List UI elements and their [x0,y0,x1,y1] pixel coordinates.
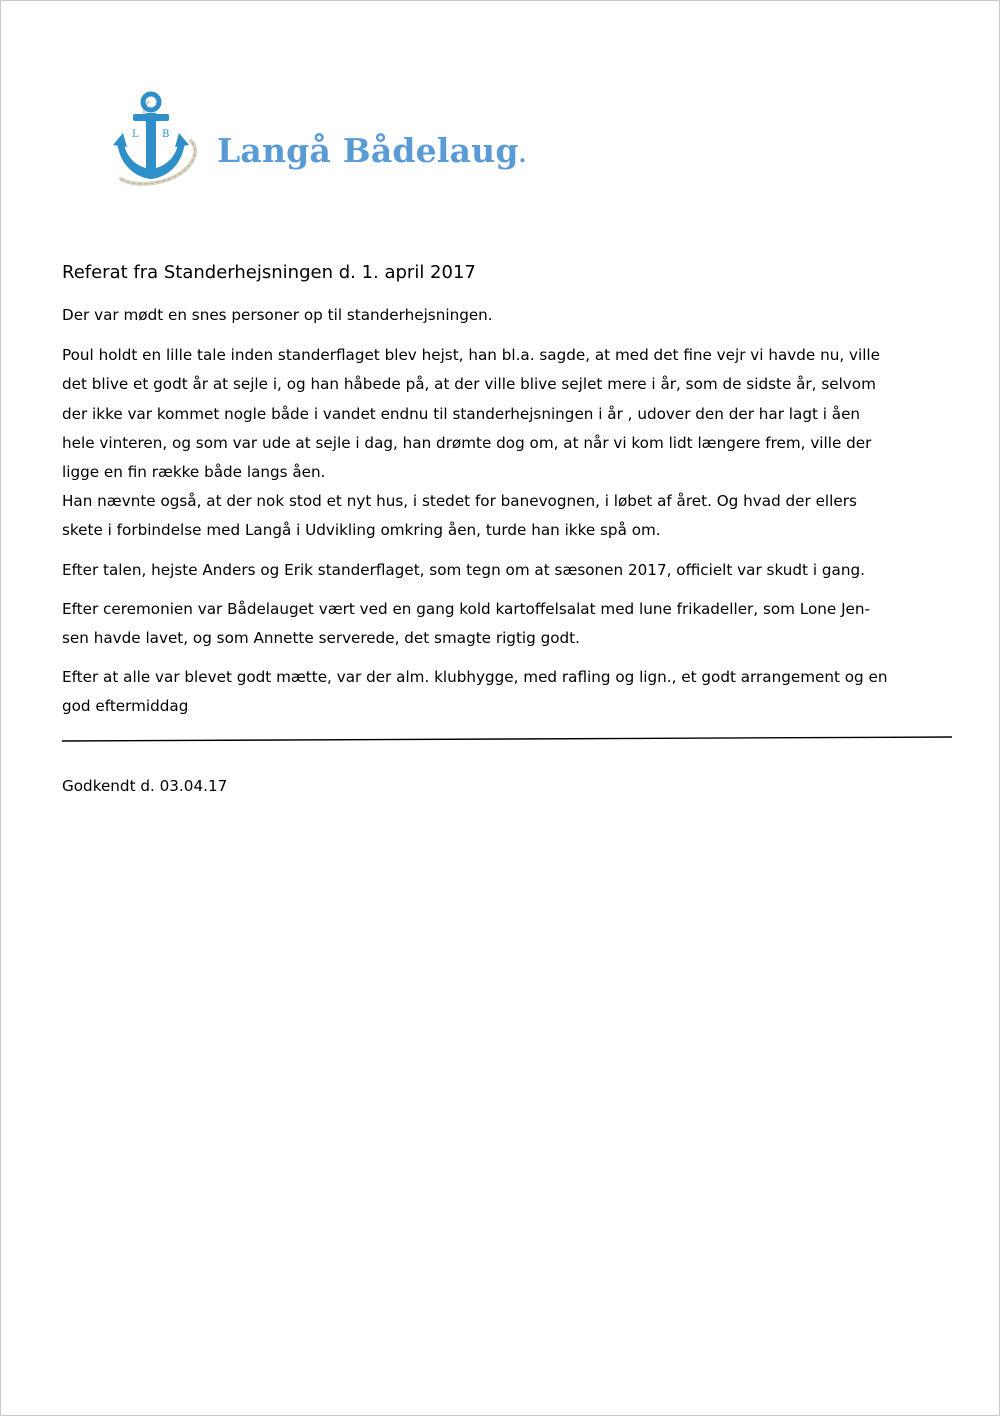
logo-letter-b: B [162,129,170,140]
logo-letter-l: L [132,129,139,140]
document-title: Referat fra Standerhejsningen d. 1. april 2017 [62,262,476,283]
organization-name-period: . [518,142,527,168]
paragraph-flag-raising: Efter talen, hejste Anders og Erik standerflaget, som tegn om at sæsonen 2017, officielt var skudt i gang. [62,561,865,579]
paragraph-food: Efter ceremonien var Bådelauget vært ved en gang kold kartoffelsalat med lune frikadeller, som Lone Jen- sen havde lavet, og som Annette serverede, det smagte rigtig godt. [62,600,870,648]
horizontal-divider [62,735,952,743]
paragraph-closing: Efter at alle var blevet godt mætte, var der alm. klubhygge, med rafling og lign., et godt arrangement og en god eftermiddag [62,668,888,716]
anchor-logo-icon [111,89,203,189]
paragraph-speech: Poul holdt en lille tale inden standerflaget blev hejst, han bl.a. sagde, at med det fine vejr vi havde nu, ville det blive et godt år at sejle i, og han håbede på, at der ville blive sejlet mere i år, som de sidste år, selvom der ikke var kommet nogle både i vandet endnu til standerhejsningen i år , udover den der har lagt i åen hele vinteren, og som var ude at sejle i dag, han drømte dog om, at når vi kom lidt længere frem, ville der ligge en fin række både langs åen. [62,346,880,482]
approval-date: Godkendt d. 03.04.17 [62,777,228,795]
organization-name [217,129,527,177]
paragraph-attendance: Der var mødt en snes personer op til standerhejsningen. [62,306,493,324]
paragraph-new-house: Han nævnte også, at der nok stod et nyt hus, i stedet for banevognen, i løbet af året. Og hvad der ellers skete i forbindelse med Langå i Udvikling omkring åen, turde han ikke spå om. [62,492,857,540]
organization-name-text: Langå Bådelaug [217,131,519,170]
